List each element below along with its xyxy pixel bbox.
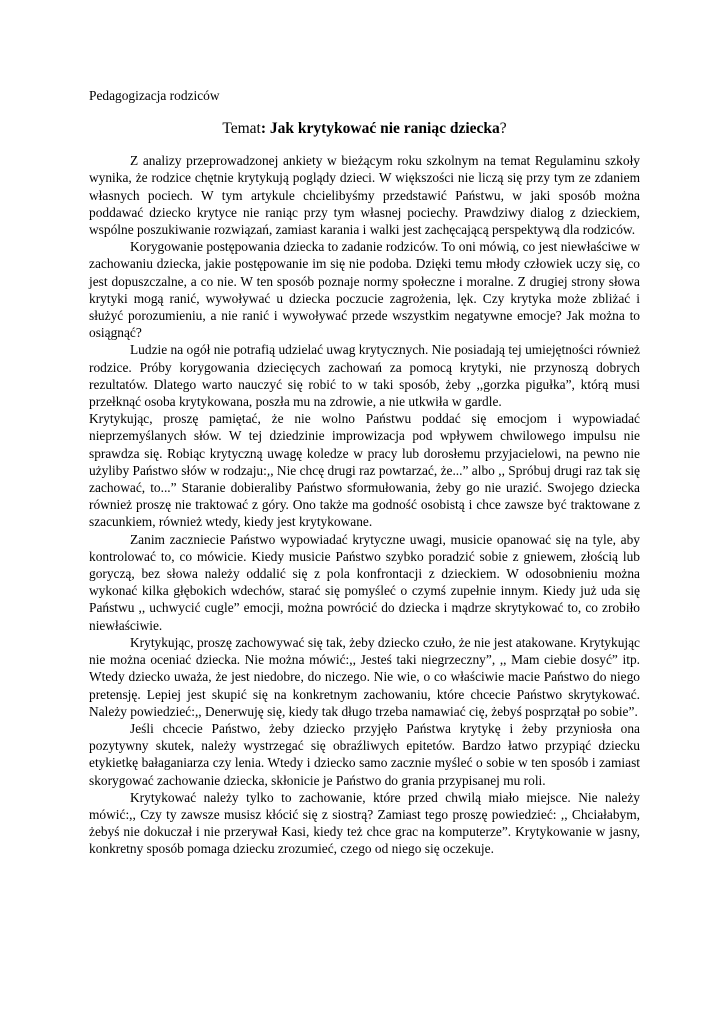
- paragraph-7: Jeśli chcecie Państwo, żeby dziecko przyjęło Państwa krytykę i żeby przyniosła ona pozytywny skutek, należy wystrzegać się obraźliwych epitetów. Bardzo łatwo przypiąć dziecku etykietkę bałaganiarza czy lenia. Wtedy i dziecko samo zacznie myśleć o sobie w ten sposób i zamiast skorygować zachowanie dziecka, skłonicie je Państwo do grania przypisanej mu roli.: [89, 720, 640, 788]
- title-bold: : Jak krytykować nie raniąc dziecka: [260, 120, 500, 138]
- document-body: [89, 152, 640, 857]
- paragraph-4: Krytykując, proszę pamiętać, że nie wolno Państwu poddać się emocjom i wypowiadać nieprzemyślanych słów. W tej dziedzinie improwizacja pod wpływem chwilowego impulsu nie sprawdza się. Robiąc krytyczną uwagę koledze w pracy lub dorosłemu przyjacielowi, na pewno nie użyliby Państwo słów w rodzaju:,, Nie chcę drugi raz powtarzać, że...” albo ,, Spróbuj drugi raz tak się zachować, to...” Staranie dobieraliby Państwo sformułowania, żeby go nie urazić. Swojego dziecka również proszę nie traktować z góry. Ono także ma godność osobistą i chce zawsze być traktowane z szacunkiem, również wtedy, kiedy jest krytykowane.: [89, 411, 640, 530]
- document-title: [89, 119, 640, 139]
- paragraph-1: Z analizy przeprowadzonej ankiety w bieżącym roku szkolnym na temat Regulaminu szkoły wynika, że rodzice chętnie krytykują poglądy dzieci. W większości nie liczą się przy tym ze zdaniem własnych pociech. W tym artykule chcielibyśmy przedstawić Państwu, w jaki sposób można poddawać dziecko krytyce nie raniąc przy tym własnej pociechy. Prawdziwy dialog z dzieckiem, wspólne poszukiwanie rozwiązań, zamiast karania i walki jest zachęcającą perspektywą dla rodziców.: [89, 153, 640, 238]
- document-header: Pedagogizacja rodziców: [89, 88, 220, 103]
- paragraph-8: Krytykować należy tylko to zachowanie, które przed chwilą miało miejsce. Nie należy mówić:,, Czy ty zawsze musisz kłócić się z siostrą? Zamiast tego proszę powiedzieć: ,, Chciałabym, żebyś nie dokuczał i nie przerywał Kasi, kiedy też chce grac na komputerze”. Krytykowanie w jasny, konkretny sposób pomaga dziecku zrozumieć, czego od niego się oczekuje.: [89, 789, 640, 857]
- title-prefix: Temat: [222, 120, 261, 138]
- paragraph-2: Korygowanie postępowania dziecka to zadanie rodziców. To oni mówią, co jest niewłaściwe w zachowaniu dziecka, jakie postępowanie im się nie podoba. Dzięki temu młody człowiek uczy się, co jest dopuszczalne, a co nie. W ten sposób poznaje normy społeczne i moralne. Z drugiej strony słowa krytyki mogą ranić, wywoływać u dziecka poczucie zagrożenia, lęk. Czy krytyka może zbliżać i służyć porozumieniu, a nie ranić i wywoływać przede wszystkim negatywne emocje? Jak można to osiągnąć?: [89, 239, 640, 341]
- paragraph-5: Zanim zaczniecie Państwo wypowiadać krytyczne uwagi, musicie opanować się na tyle, aby kontrolować to, co mówicie. Kiedy musicie Państwo szybko poradzić sobie z gniewem, złością lub goryczą, bez słowa należy oddalić się z pola konfrontacji z dzieckiem. W odosobnieniu można wykonać kilka głębokich wdechów, starać się pomyśleć o czymś zupełnie innym. Kiedy już uda się Państwu ,, uchwycić cugle” emocji, można powrócić do dziecka i mądrze skrytykować to, co zrobiło niewłaściwie.: [89, 531, 640, 633]
- paragraph-6: Krytykując, proszę zachowywać się tak, żeby dziecko czuło, że nie jest atakowane. Krytykując nie można oceniać dziecka. Nie można mówić:,, Jesteś taki niegrzeczny”, ,, Mam ciebie dosyć” itp. Wtedy dziecko uważa, że jest niedobre, do niczego. Nie wie, o co właściwie macie Państwo do niego pretensję. Lepiej jest skupić się na konkretnym zachowaniu, które chcecie Państwo skrytykować. Należy powiedzieć:,, Denerwuję się, kiedy tak długo trzeba namawiać cię, żebyś posprzątał po sobie”.: [89, 634, 640, 719]
- paragraph-3: Ludzie na ogół nie potrafią udzielać uwag krytycznych. Nie posiadają tej umiejętności również rodzice. Próby korygowania dziecięcych zachowań za pomocą krytyki, nie przynoszą dobrych rezultatów. Dlatego warto nauczyć się robić to w taki sposób, żeby ,,gorzka pigułka”, którą musi przełknąć osoba krytykowana, poszła mu na zdrowie, a nie utkwiła w gardle.: [89, 342, 640, 410]
- title-suffix: ?: [499, 120, 507, 138]
